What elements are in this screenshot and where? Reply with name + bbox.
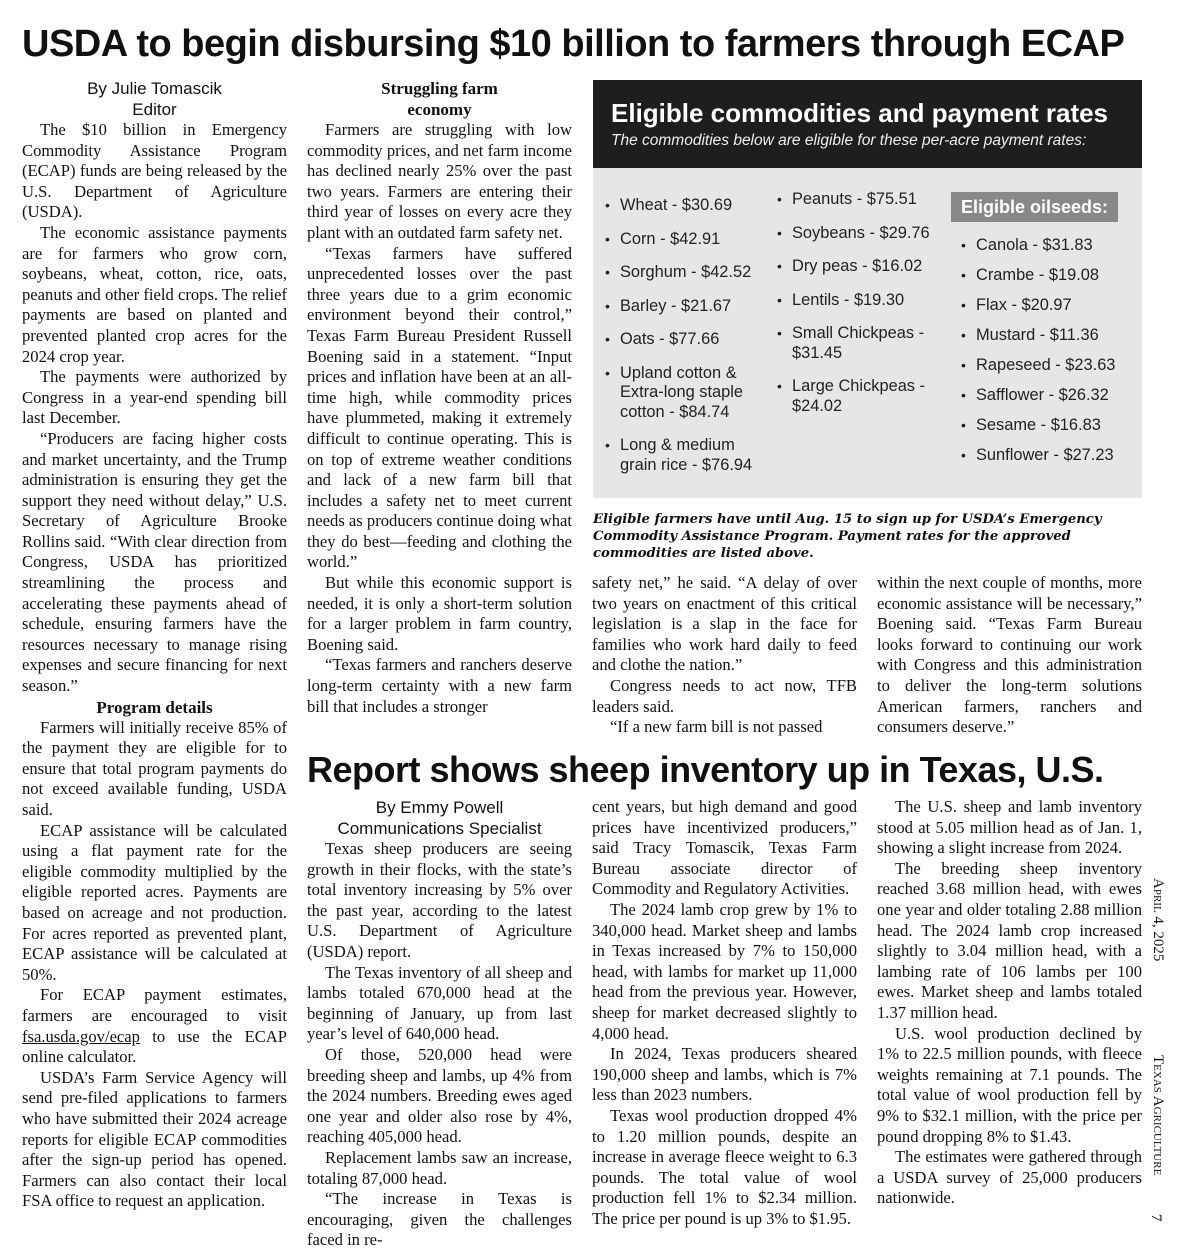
paragraph: Texas sheep producers are seeing growth in their flocks, with the state’s total inventory increasing by 5% over the past year, according to the latest U.S. Department of Agriculture (USDA) report. [307,839,572,961]
list-item: • Lentils - $19.30 [777,291,937,311]
oilseeds-label: Eligible oilseeds: [951,192,1118,222]
page-number: 7 [1148,1214,1164,1222]
paragraph: In 2024, Texas producers sheared 190,000 sheep and lambs, which is 7% less than 2023 numbers. [592,1044,857,1105]
commodities-box-header [593,80,1142,168]
list-item: • Upland cotton & Extra-long staple cotton - $84.74 [605,364,765,423]
paragraph: The Texas inventory of all sheep and lambs totaled 670,000 head at the beginning of January, up from last year’s level of 640,000 head. [307,962,572,1044]
paragraph: within the next couple of months, more economic assistance will be necessary,” Boening said. “Texas Farm Bureau looks forward to continuing our work with Congress and this administration to deliver the long-term solutions American farmers, ranchers and consumers deserve.” [877,573,1142,737]
paragraph: Replacement lambs saw an increase, totaling 87,000 head. [307,1147,572,1188]
paragraph: Farmers will initially receive 85% of the payment they are eligible for to ensure that total program payments do not exceed available funding, USDA said. [22,717,287,819]
commodity-list-2 [777,190,937,430]
sheep-column-2 [592,797,857,1229]
list-item: • Rapeseed - $23.63 [961,356,1136,376]
list-item: • Sunflower - $27.23 [961,446,1136,466]
paragraph: The breeding sheep inventory reached 3.68 million head, with ewes one year and older totaling 2.88 million head. The 2024 lamb crop increased slightly to 3.04 million head, with a lambing rate of 106 lambs per 100 ewes. Market sheep and lambs totaled 1.37 million head. [877,858,1142,1022]
byline-title: Editor [132,100,177,119]
paragraph: safety net,” he said. “A delay of over two years on enactment of this critical legislation is a slap in the face for families who work hard daily to feed and clothe the nation.” [592,573,857,675]
paragraph: ECAP assistance will be calculated using a flat payment rate for the eligible commodity multiplied by the eligible reported acres. Payments are based on acreage and not production. For acres reported as prevented plant, ECAP assistance will be calculated at 50%. [22,820,287,984]
byline-title: Communications Specialist [337,819,542,838]
sheep-column-3 [877,797,1142,1209]
paragraph: The estimates were gathered through a USDA survey of 25,000 producers nationwide. [877,1147,1142,1208]
paragraph: “Texas farmers and ranchers deserve long-term certainty with a new farm bill that includes a stronger [307,655,572,716]
paragraph: The U.S. sheep and lamb inventory stood at 5.05 million head as of Jan. 1, showing a slight increase from 2024. [877,797,1142,858]
list-item: • Mustard - $11.36 [961,326,1136,346]
list-item: • Small Chickpeas - $31.45 [777,324,937,363]
oilseed-list [961,236,1136,476]
list-item: • Soybeans - $29.76 [777,224,937,244]
list-item: • Barley - $21.67 [605,297,765,317]
commodity-list-1 [605,196,765,489]
commodities-box [593,168,1142,498]
box-subtitle: The commodities below are eligible for these per-acre payment rates: [611,132,1087,149]
list-item: • Wheat - $30.69 [605,196,765,216]
list-item: • Long & medium grain rice - $76.94 [605,436,765,475]
paragraph: “If a new farm bill is not passed [610,717,823,737]
list-item: • Oats - $77.66 [605,330,765,350]
list-item: • Large Chickpeas - $24.02 [777,377,937,416]
paragraph: The economic assistance payments are for farmers who grow corn, soybeans, wheat, cotton, rice, oats, peanuts and other field crops. The relief payments are based on planted and prevented planted crop acres for the 2024 crop year. [22,222,287,366]
subhead-program-details: Program details [96,697,213,717]
paragraph: “The increase in Texas is encouraging, given the challenges faced in re- [307,1189,572,1250]
issue-date: April 4, 2025 [1150,878,1166,962]
article-column-2 [307,78,572,717]
publication-name: Texas Agriculture [1150,1055,1166,1176]
article-column-4 [877,573,1142,738]
byline [307,797,572,839]
sheep-column-1 [307,797,572,1251]
estimate-tail: to use the ECAP online calculator. [22,1026,287,1067]
list-item: • Corn - $42.91 [605,230,765,250]
list-item: • Sesame - $16.83 [961,416,1136,436]
box-title: Eligible commodities and payment rates [611,98,1109,128]
list-item: • Peanuts - $75.51 [777,190,937,210]
subhead-struggling: Struggling farm economy [381,79,498,119]
paragraph: USDA’s Farm Service Agency will send pre-filed applications to farmers who have submitted their 2024 acreage reports for eligible ECAP commodities after the sign-up period has opened. Farmers can also contact their local FSA office to request an application. [22,1067,287,1211]
paragraph: “Producers are facing higher costs and market uncertainty, and the Trump administration is ensuring they get the support they need without delay,” U.S. Secretary of Agriculture Brooke Rollins said. “With clear direction from Congress, USDA has prioritized streamlining the process and accelerating these payments ahead of schedule, ensuring farmers have the resources necessary to manage rising expenses and secure financing for next season.” [22,428,287,696]
byline-name: By Julie Tomascik [87,79,222,98]
paragraph: Congress needs to act now, TFB leaders said. [592,675,857,716]
paragraph: U.S. wool production declined by 1% to 22.5 million pounds, with fleece weights remaining at 7.1 pounds. The total value of wool production fell by 9% to $32.1 million, with the price per pound dropping 8% to $1.43. [877,1023,1142,1146]
paragraph: The 2024 lamb crop grew by 1% to 340,000 head. Market sheep and lambs in Texas increased by 7% to 150,000 head, with lambs for market up 11,000 head from the previous year. However, sheep for market decreased slightly to 4,000 head. [592,899,857,1043]
article-headline-sheep: Report shows sheep inventory up in Texas, U.S. [307,749,1104,790]
paragraph: The payments were authorized by Congress in a year-end spending bill last December. [22,367,287,428]
paragraph: Texas wool production dropped 4% to 1.20 million pounds, despite an increase in average fleece weight to 6.3 pounds. The total value of wool production fell 1% to $2.34 million. The price per pound is up 3% to $1.95. [592,1105,857,1228]
estimate-text: For ECAP payment estimates, farmers are encouraged to visit [22,985,287,1025]
byline [22,78,287,120]
paragraph: “Texas farmers have suffered unprecedented losses over the past three years due to a grim economic environment beyond their control,” Texas Farm Bureau President Russell Boening said in a statement. “Input prices and inflation have been at an all-time high, while commodity prices have plummeted, making it extremely difficult to continue operating. This is on top of extreme weather conditions and lack of a new farm bill that includes a safety net to meet current needs as producers continue doing what they do best—feeding and clothing the world.” [307,243,572,572]
box-caption: Eligible farmers have until Aug. 15 to sign up for USDA’s Emergency Commodity Assistance Program. Payment rates for the approved commodities are listed above. [593,512,1102,561]
list-item: • Safflower - $26.32 [961,386,1136,406]
paragraph [22,985,287,1067]
byline-name: By Emmy Powell [375,798,504,817]
list-item: • Sorghum - $42.52 [605,263,765,283]
paragraph: cent years, but high demand and good prices have incentivized producers,” said Tracy Tomascik, Texas Farm Bureau associate director of Commodity and Regulatory Activities. [592,797,857,899]
list-item: • Crambe - $19.08 [961,266,1136,286]
paragraph: Farmers are struggling with low commodity prices, and net farm income has declined nearly 25% over the past two years. Farmers are entering their third year of losses on every acre they plant with an outdated farm safety net. [307,120,572,242]
list-item: • Flax - $20.97 [961,296,1136,316]
paragraph: Of those, 520,000 head were breeding sheep and lambs, up 4% from the 2024 numbers. Breeding ewes aged one year and older also rose by 4%, reaching 405,000 head. [307,1044,572,1147]
list-item: • Dry peas - $16.02 [777,257,937,277]
paragraph: The $10 billion in Emergency Commodity Assistance Program (ECAP) funds are being released by the U.S. Department of Agriculture (USDA). [22,120,287,222]
ecap-link[interactable]: fsa.usda.gov/ecap [22,1026,140,1046]
article-headline: USDA to begin disbursing $10 billion to farmers through ECAP [22,23,1125,65]
list-item: • Canola - $31.83 [961,236,1136,256]
article-column-3 [592,573,857,738]
paragraph: But while this economic support is needed, it is only a short-term solution for a larger problem in farm country, Boening said. [307,573,572,654]
article-column-1 [22,78,287,1212]
